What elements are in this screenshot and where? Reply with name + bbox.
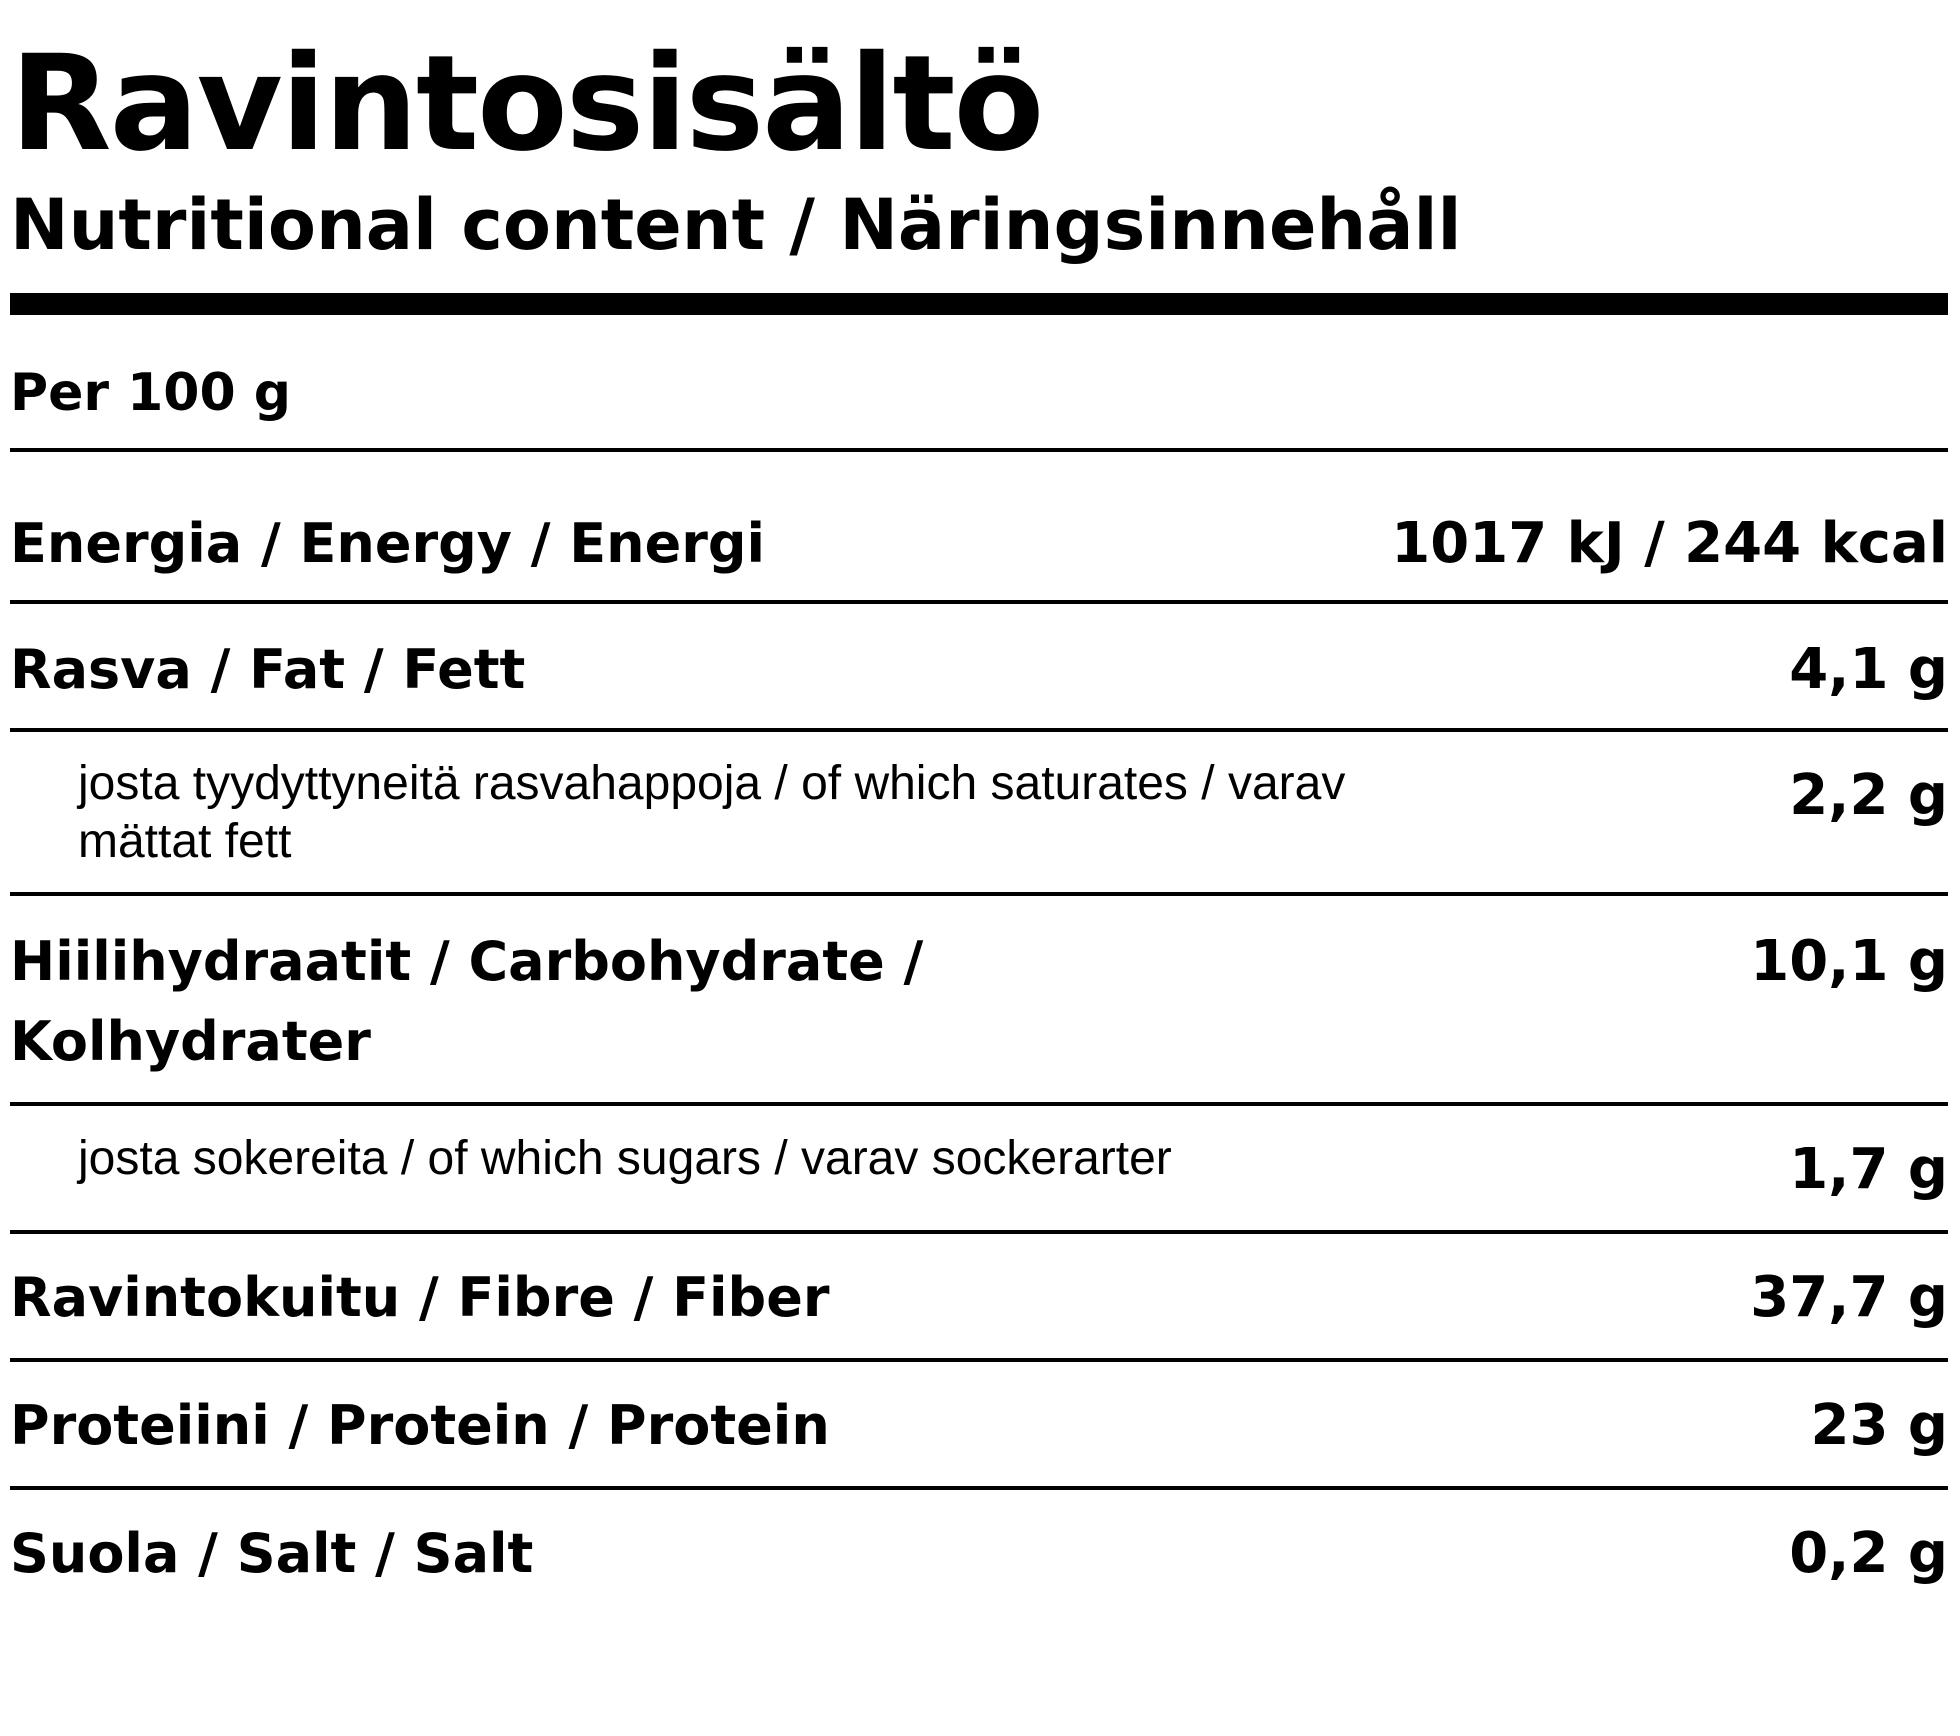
divider — [10, 1486, 1948, 1490]
fat-label: Rasva / Fat / Fett — [10, 638, 526, 701]
saturates-label: josta tyydyttyneitä rasvahappoja / of which saturates / varav mättat fett — [78, 757, 1346, 868]
divider — [10, 1358, 1948, 1362]
divider — [10, 600, 1948, 604]
divider — [10, 1102, 1948, 1106]
energy-value: 1017 kJ / 244 kcal — [1391, 511, 1948, 576]
protein-value: 23 g — [1810, 1393, 1948, 1458]
fibre-value: 37,7 g — [1750, 1265, 1948, 1330]
label-title: Ravintosisältö — [10, 27, 1043, 181]
header-divider — [10, 293, 1948, 315]
saturates-value: 2,2 g — [1789, 763, 1948, 828]
divider — [10, 448, 1948, 452]
energy-label: Energia / Energy / Energi — [10, 512, 766, 575]
fibre-label: Ravintokuitu / Fibre / Fiber — [10, 1266, 830, 1329]
sugars-value: 1,7 g — [1789, 1137, 1948, 1202]
salt-value: 0,2 g — [1789, 1521, 1948, 1586]
salt-label: Suola / Salt / Salt — [10, 1522, 534, 1585]
carbohydrate-label: Hiilihydraatit / Carbohydrate / Kolhydrater — [10, 930, 924, 1073]
label-subtitle: Nutritional content / Näringsinnehåll — [10, 184, 1462, 266]
divider — [10, 892, 1948, 896]
divider — [10, 728, 1948, 732]
sugars-label: josta sokereita / of which sugars / varav sockerarter — [78, 1132, 1172, 1185]
serving-basis: Per 100 g — [10, 363, 291, 423]
carbohydrate-value: 10,1 g — [1750, 929, 1948, 994]
fat-value: 4,1 g — [1789, 637, 1948, 702]
protein-label: Proteiini / Protein / Protein — [10, 1394, 830, 1457]
divider — [10, 1230, 1948, 1234]
